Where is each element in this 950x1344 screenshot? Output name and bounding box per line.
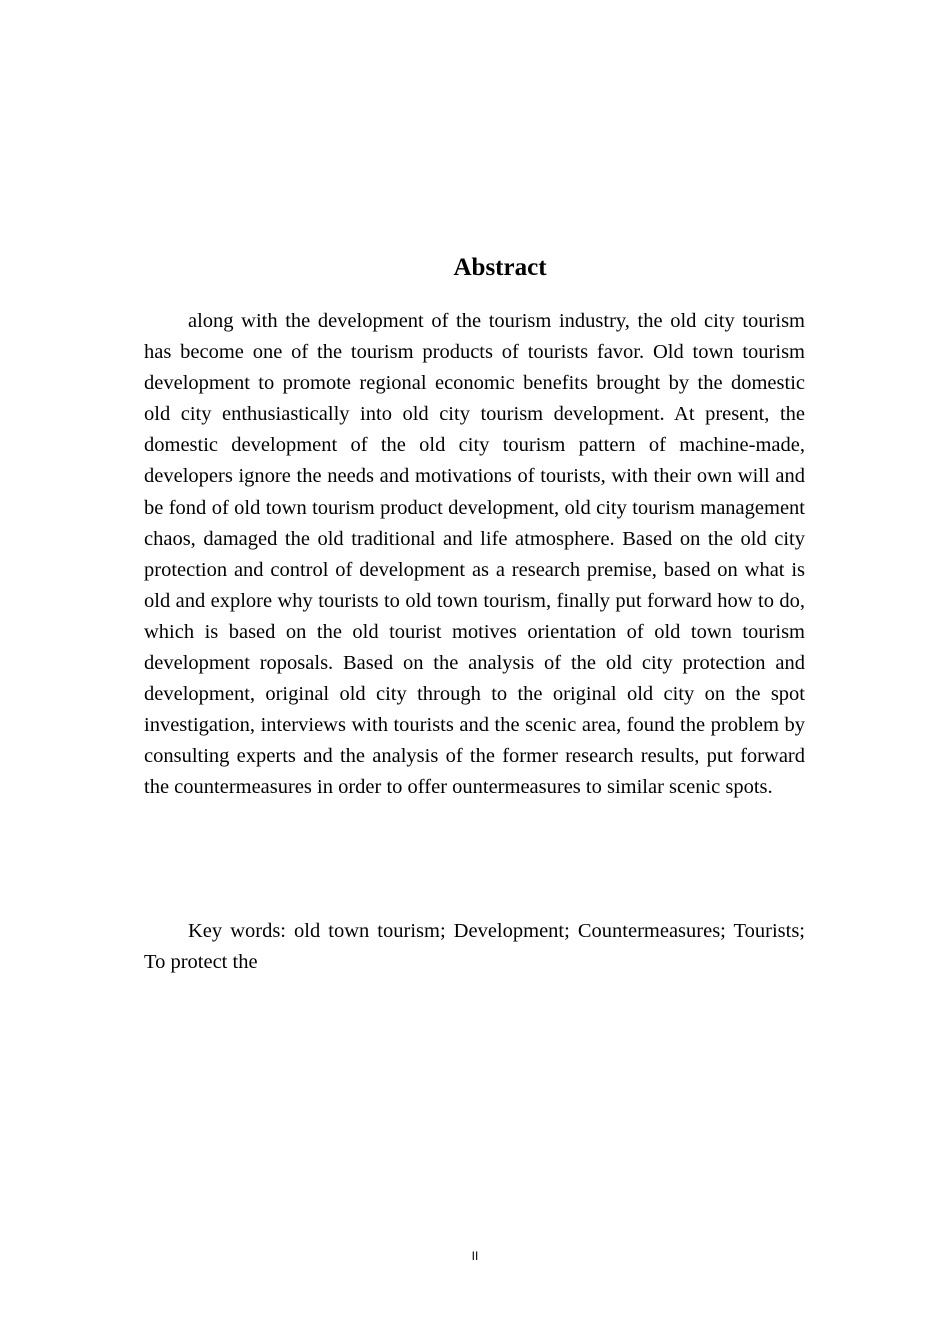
keywords-paragraph: Key words: old town tourism; Development; Countermeasures; Tourists; To protect the xyxy=(144,920,805,974)
abstract-title: Abstract xyxy=(453,254,547,281)
abstract-body-paragraph: along with the development of the tourism industry, the old city tourism has become one of the tourism products of tourists favor. Old town tourism development to promote regional economic benefits brought by the domestic old city enthusiastically into old city tourism development. At present, the domestic development of the old city tourism pattern of machine-made, developers ignore the needs and motivations of tourists, with their own will and be fond of old town tourism product development, old city tourism management chaos, damaged the old traditional and life atmosphere. Based on the old city protection and control of development as a research premise, based on what is old and explore why tourists to old town tourism, finally put forward how to do, which is based on the old tourist motives orientation of old town tourism development roposals. Based on the analysis of the old city protection and development, original old city through to the original old city on the spot investigation, interviews with tourists and the scenic area, found the problem by consulting experts and the analysis of the former research results, put forward the countermeasures in order to offer ountermeasures to similar scenic spots. xyxy=(144,310,805,799)
page-number: II xyxy=(471,1249,479,1263)
